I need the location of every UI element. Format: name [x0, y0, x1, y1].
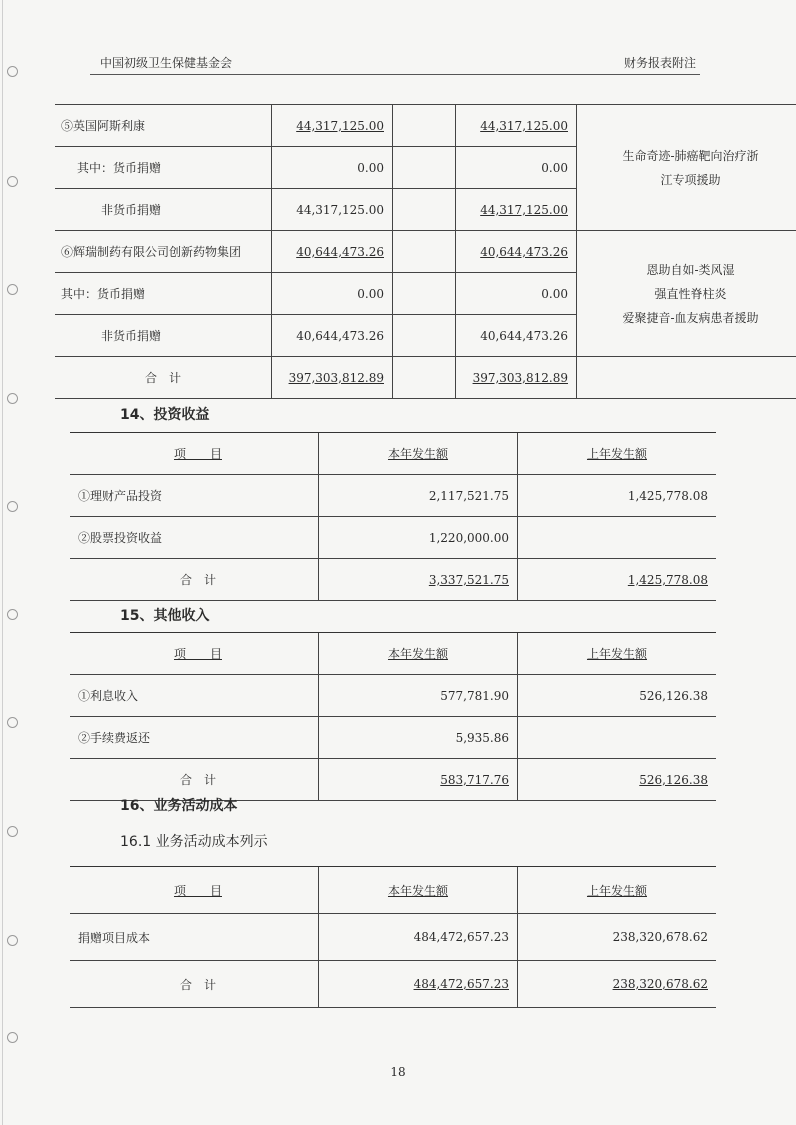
binder-hole	[7, 501, 18, 512]
row-label: 其中：货币捐赠	[55, 273, 272, 315]
table-row	[70, 914, 716, 961]
current-value: 577,781.90	[319, 675, 518, 717]
row-label: ②手续费返还	[70, 717, 319, 759]
row-label: ⑤英国阿斯利康	[55, 105, 272, 147]
total-row	[70, 961, 716, 1008]
total-previous: 238,320,678.62	[612, 977, 708, 991]
current-value: 40,644,473.26	[296, 244, 384, 259]
current-value: 0.00	[272, 273, 393, 315]
header-row	[70, 633, 716, 675]
total-current: 583,717.76	[440, 772, 509, 787]
table-row	[70, 517, 716, 559]
previous-value: 40,644,473.26	[480, 244, 568, 259]
row-label: 捐赠项目成本	[70, 914, 319, 961]
binder-hole	[7, 393, 18, 404]
previous-value	[518, 717, 717, 759]
col-header: 项 目	[173, 447, 222, 461]
total-label: 合 计	[70, 559, 319, 601]
current-value: 2,117,521.75	[319, 475, 518, 517]
previous-value	[518, 517, 717, 559]
current-value: 5,935.86	[319, 717, 518, 759]
row-label: 非货币捐赠	[55, 315, 272, 357]
total-previous: 397,303,812.89	[472, 370, 568, 385]
col-header: 项 目	[173, 647, 222, 661]
binder-hole	[7, 935, 18, 946]
total-previous: 526,126.38	[639, 772, 708, 787]
purpose-line: 爱聚捷音-血友病患者援助	[622, 310, 759, 325]
total-label: 合 计	[70, 759, 319, 801]
page-number: 18	[390, 1065, 406, 1079]
col-header: 上年发生额	[586, 883, 647, 898]
binder-hole	[7, 1032, 18, 1043]
other-income-table	[70, 632, 716, 801]
binder-hole	[7, 717, 18, 728]
row-label: 其中：货币捐赠	[55, 147, 272, 189]
col-header: 本年发生额	[387, 883, 448, 898]
previous-value: 0.00	[456, 273, 577, 315]
row-label: 非货币捐赠	[55, 189, 272, 231]
purpose-line: 强直性脊柱炎	[654, 286, 727, 301]
investment-income-table	[70, 432, 716, 601]
page-edge	[2, 0, 3, 1125]
page-header	[90, 52, 700, 75]
total-label: 合 计	[70, 961, 319, 1008]
col-header: 本年发生额	[387, 447, 448, 461]
col-header: 上年发生额	[586, 647, 647, 661]
col-header: 上年发生额	[586, 447, 647, 461]
purpose-line: 江专项援助	[660, 172, 721, 187]
purpose-cell	[577, 231, 796, 357]
total-current: 397,303,812.89	[288, 370, 384, 385]
row-label: ①利息收入	[70, 675, 319, 717]
header-row	[70, 433, 716, 475]
table-row	[55, 105, 796, 147]
total-label: 合 计	[55, 357, 272, 399]
previous-value: 44,317,125.00	[480, 202, 568, 217]
previous-value: 238,320,678.62	[518, 914, 717, 961]
row-label: ⑥辉瑞制药有限公司创新药物集团	[55, 231, 272, 273]
purpose-line: 恩助自如-类风湿	[646, 262, 735, 277]
previous-value: 1,425,778.08	[518, 475, 717, 517]
total-previous: 1,425,778.08	[627, 572, 708, 587]
previous-value: 0.00	[456, 147, 577, 189]
col-header: 项 目	[173, 883, 222, 898]
row-label: ②股票投资收益	[70, 517, 319, 559]
col-header: 本年发生额	[387, 647, 448, 661]
binder-hole	[7, 176, 18, 187]
binder-hole	[7, 826, 18, 837]
header-org: 中国初级卫生保健基金会	[100, 56, 233, 70]
business-cost-table	[70, 866, 716, 1008]
donations-table	[55, 104, 796, 399]
table-row	[55, 231, 796, 273]
purpose-cell	[577, 105, 796, 231]
previous-value: 44,317,125.00	[480, 118, 568, 133]
section-subtitle: 16.1 业务活动成本列示	[120, 834, 268, 850]
current-value: 0.00	[272, 147, 393, 189]
section-title: 14、投资收益	[120, 407, 210, 423]
current-value: 40,644,473.26	[272, 315, 393, 357]
table-row	[70, 717, 716, 759]
total-row	[55, 357, 796, 399]
section-title: 15、其他收入	[120, 608, 210, 624]
binder-hole	[7, 284, 18, 295]
table-row	[70, 675, 716, 717]
section-title: 16、业务活动成本	[120, 798, 238, 814]
previous-value: 526,126.38	[518, 675, 717, 717]
current-value: 1,220,000.00	[319, 517, 518, 559]
header-row	[70, 867, 716, 914]
binder-hole	[7, 609, 18, 620]
total-current: 484,472,657.23	[413, 977, 509, 991]
binder-hole	[7, 66, 18, 77]
current-value: 44,317,125.00	[296, 118, 384, 133]
table-row	[70, 475, 716, 517]
row-label: ①理财产品投资	[70, 475, 319, 517]
current-value: 44,317,125.00	[272, 189, 393, 231]
header-doc-type: 财务报表附注	[623, 56, 696, 70]
previous-value: 40,644,473.26	[456, 315, 577, 357]
total-row	[70, 559, 716, 601]
purpose-line: 生命奇迹-肺癌靶向治疗浙	[622, 148, 759, 163]
total-current: 3,337,521.75	[428, 572, 509, 587]
current-value: 484,472,657.23	[319, 914, 518, 961]
